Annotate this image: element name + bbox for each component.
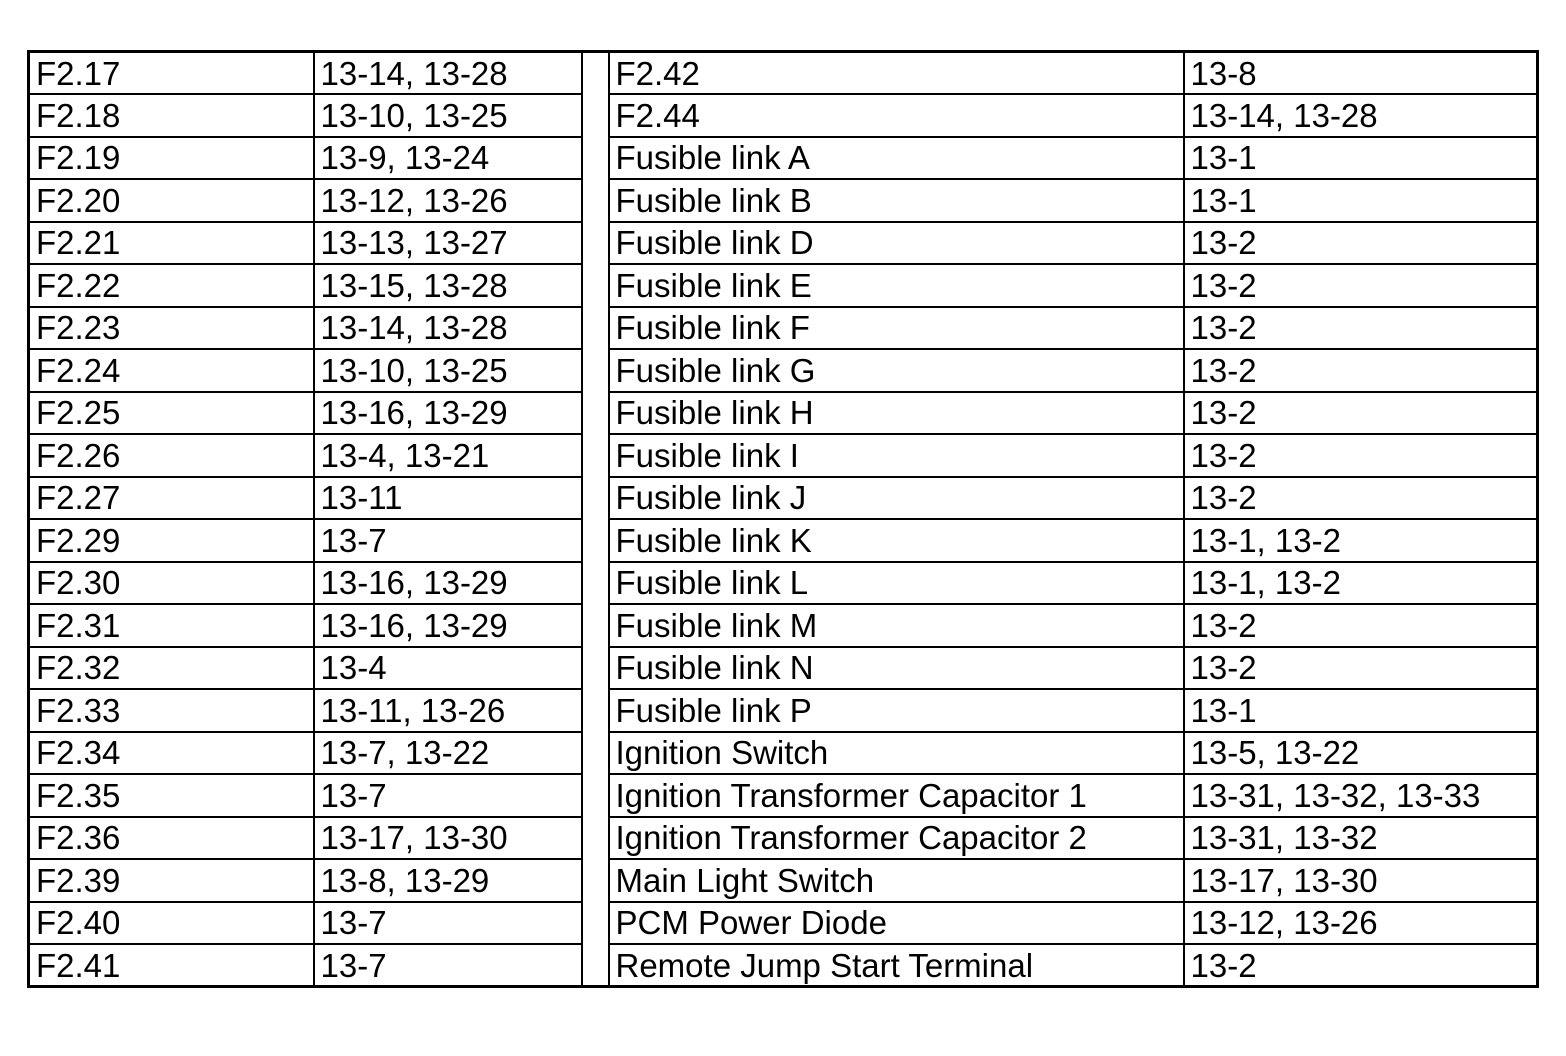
left-component-cell: F2.18 [29, 94, 314, 137]
left-component-cell: F2.23 [29, 307, 314, 350]
right-component-cell: Ignition Transformer Capacitor 2 [609, 817, 1184, 860]
column-gap [582, 307, 609, 350]
table-row [29, 647, 1538, 690]
left-pages-cell: 13-10, 13-25 [314, 94, 582, 137]
left-pages-cell: 13-4 [314, 647, 582, 690]
left-pages-cell: 13-8, 13-29 [314, 859, 582, 902]
left-pages-cell: 13-16, 13-29 [314, 604, 582, 647]
right-component-cell: Ignition Transformer Capacitor 1 [609, 774, 1184, 817]
right-component-cell: Remote Jump Start Terminal [609, 944, 1184, 987]
column-gap [582, 689, 609, 732]
left-component-cell: F2.32 [29, 647, 314, 690]
table-row [29, 859, 1538, 902]
table-row [29, 562, 1538, 605]
left-pages-cell: 13-16, 13-29 [314, 392, 582, 435]
right-component-cell: Fusible link F [609, 307, 1184, 350]
column-gap [582, 477, 609, 520]
right-pages-cell: 13-1 [1184, 179, 1538, 222]
table-row [29, 349, 1538, 392]
left-component-cell: F2.31 [29, 604, 314, 647]
column-gap [582, 222, 609, 265]
left-component-cell: F2.30 [29, 562, 314, 605]
table-row [29, 307, 1538, 350]
left-pages-cell: 13-10, 13-25 [314, 349, 582, 392]
right-pages-cell: 13-8 [1184, 52, 1538, 95]
table-row [29, 137, 1538, 180]
column-gap [582, 434, 609, 477]
left-component-cell: F2.34 [29, 732, 314, 775]
right-pages-cell: 13-1 [1184, 137, 1538, 180]
right-pages-cell: 13-1, 13-2 [1184, 562, 1538, 605]
table-row [29, 222, 1538, 265]
left-pages-cell: 13-13, 13-27 [314, 222, 582, 265]
column-gap [582, 392, 609, 435]
right-component-cell: Fusible link G [609, 349, 1184, 392]
left-component-cell: F2.24 [29, 349, 314, 392]
left-pages-cell: 13-11 [314, 477, 582, 520]
table-row [29, 52, 1538, 95]
table-row [29, 604, 1538, 647]
table-body [29, 52, 1538, 987]
right-pages-cell: 13-2 [1184, 604, 1538, 647]
right-component-cell: Fusible link H [609, 392, 1184, 435]
column-gap [582, 349, 609, 392]
right-component-cell: Fusible link M [609, 604, 1184, 647]
left-component-cell: F2.26 [29, 434, 314, 477]
table-row [29, 264, 1538, 307]
right-pages-cell: 13-2 [1184, 647, 1538, 690]
column-gap [582, 774, 609, 817]
right-component-cell: Fusible link I [609, 434, 1184, 477]
left-pages-cell: 13-7 [314, 774, 582, 817]
right-pages-cell: 13-31, 13-32, 13-33 [1184, 774, 1538, 817]
table-row [29, 944, 1538, 987]
left-component-cell: F2.19 [29, 137, 314, 180]
column-gap [582, 902, 609, 945]
column-gap [582, 817, 609, 860]
table-row [29, 817, 1538, 860]
left-component-cell: F2.17 [29, 52, 314, 95]
table-row [29, 689, 1538, 732]
right-component-cell: Fusible link J [609, 477, 1184, 520]
table-row [29, 519, 1538, 562]
column-gap [582, 519, 609, 562]
right-pages-cell: 13-2 [1184, 477, 1538, 520]
left-pages-cell: 13-7 [314, 519, 582, 562]
left-component-cell: F2.40 [29, 902, 314, 945]
right-pages-cell: 13-1, 13-2 [1184, 519, 1538, 562]
right-pages-cell: 13-2 [1184, 222, 1538, 265]
table-row [29, 94, 1538, 137]
table-row [29, 902, 1538, 945]
left-component-cell: F2.41 [29, 944, 314, 987]
left-component-cell: F2.25 [29, 392, 314, 435]
right-component-cell: Fusible link E [609, 264, 1184, 307]
right-component-cell: Ignition Switch [609, 732, 1184, 775]
left-pages-cell: 13-7, 13-22 [314, 732, 582, 775]
right-component-cell: Fusible link L [609, 562, 1184, 605]
left-component-cell: F2.33 [29, 689, 314, 732]
right-pages-cell: 13-2 [1184, 944, 1538, 987]
left-pages-cell: 13-12, 13-26 [314, 179, 582, 222]
right-pages-cell: 13-1 [1184, 689, 1538, 732]
column-gap [582, 264, 609, 307]
right-pages-cell: 13-2 [1184, 264, 1538, 307]
component-index-table [27, 50, 1539, 988]
column-gap [582, 94, 609, 137]
column-gap [582, 647, 609, 690]
right-component-cell: PCM Power Diode [609, 902, 1184, 945]
right-component-cell: Fusible link D [609, 222, 1184, 265]
table-row [29, 774, 1538, 817]
right-pages-cell: 13-5, 13-22 [1184, 732, 1538, 775]
left-pages-cell: 13-17, 13-30 [314, 817, 582, 860]
table-row [29, 179, 1538, 222]
column-gap [582, 944, 609, 987]
left-component-cell: F2.20 [29, 179, 314, 222]
left-component-cell: F2.22 [29, 264, 314, 307]
table-row [29, 732, 1538, 775]
left-pages-cell: 13-15, 13-28 [314, 264, 582, 307]
left-pages-cell: 13-14, 13-28 [314, 52, 582, 95]
table-row [29, 434, 1538, 477]
right-component-cell: F2.42 [609, 52, 1184, 95]
right-pages-cell: 13-2 [1184, 434, 1538, 477]
left-component-cell: F2.35 [29, 774, 314, 817]
right-pages-cell: 13-31, 13-32 [1184, 817, 1538, 860]
right-component-cell: Fusible link P [609, 689, 1184, 732]
left-component-cell: F2.27 [29, 477, 314, 520]
column-gap [582, 604, 609, 647]
left-pages-cell: 13-7 [314, 944, 582, 987]
table-row [29, 392, 1538, 435]
left-pages-cell: 13-4, 13-21 [314, 434, 582, 477]
right-pages-cell: 13-12, 13-26 [1184, 902, 1538, 945]
left-pages-cell: 13-7 [314, 902, 582, 945]
right-pages-cell: 13-2 [1184, 307, 1538, 350]
left-pages-cell: 13-9, 13-24 [314, 137, 582, 180]
right-pages-cell: 13-17, 13-30 [1184, 859, 1538, 902]
left-component-cell: F2.39 [29, 859, 314, 902]
right-pages-cell: 13-2 [1184, 392, 1538, 435]
right-pages-cell: 13-14, 13-28 [1184, 94, 1538, 137]
left-component-cell: F2.36 [29, 817, 314, 860]
right-component-cell: Fusible link A [609, 137, 1184, 180]
left-component-cell: F2.29 [29, 519, 314, 562]
right-component-cell: Fusible link K [609, 519, 1184, 562]
left-component-cell: F2.21 [29, 222, 314, 265]
left-pages-cell: 13-14, 13-28 [314, 307, 582, 350]
column-gap [582, 137, 609, 180]
right-component-cell: F2.44 [609, 94, 1184, 137]
column-gap [582, 732, 609, 775]
column-gap [582, 562, 609, 605]
table-row [29, 477, 1538, 520]
column-gap [582, 52, 609, 95]
left-pages-cell: 13-11, 13-26 [314, 689, 582, 732]
column-gap [582, 179, 609, 222]
left-pages-cell: 13-16, 13-29 [314, 562, 582, 605]
right-component-cell: Fusible link N [609, 647, 1184, 690]
right-component-cell: Main Light Switch [609, 859, 1184, 902]
right-pages-cell: 13-2 [1184, 349, 1538, 392]
column-gap [582, 859, 609, 902]
right-component-cell: Fusible link B [609, 179, 1184, 222]
